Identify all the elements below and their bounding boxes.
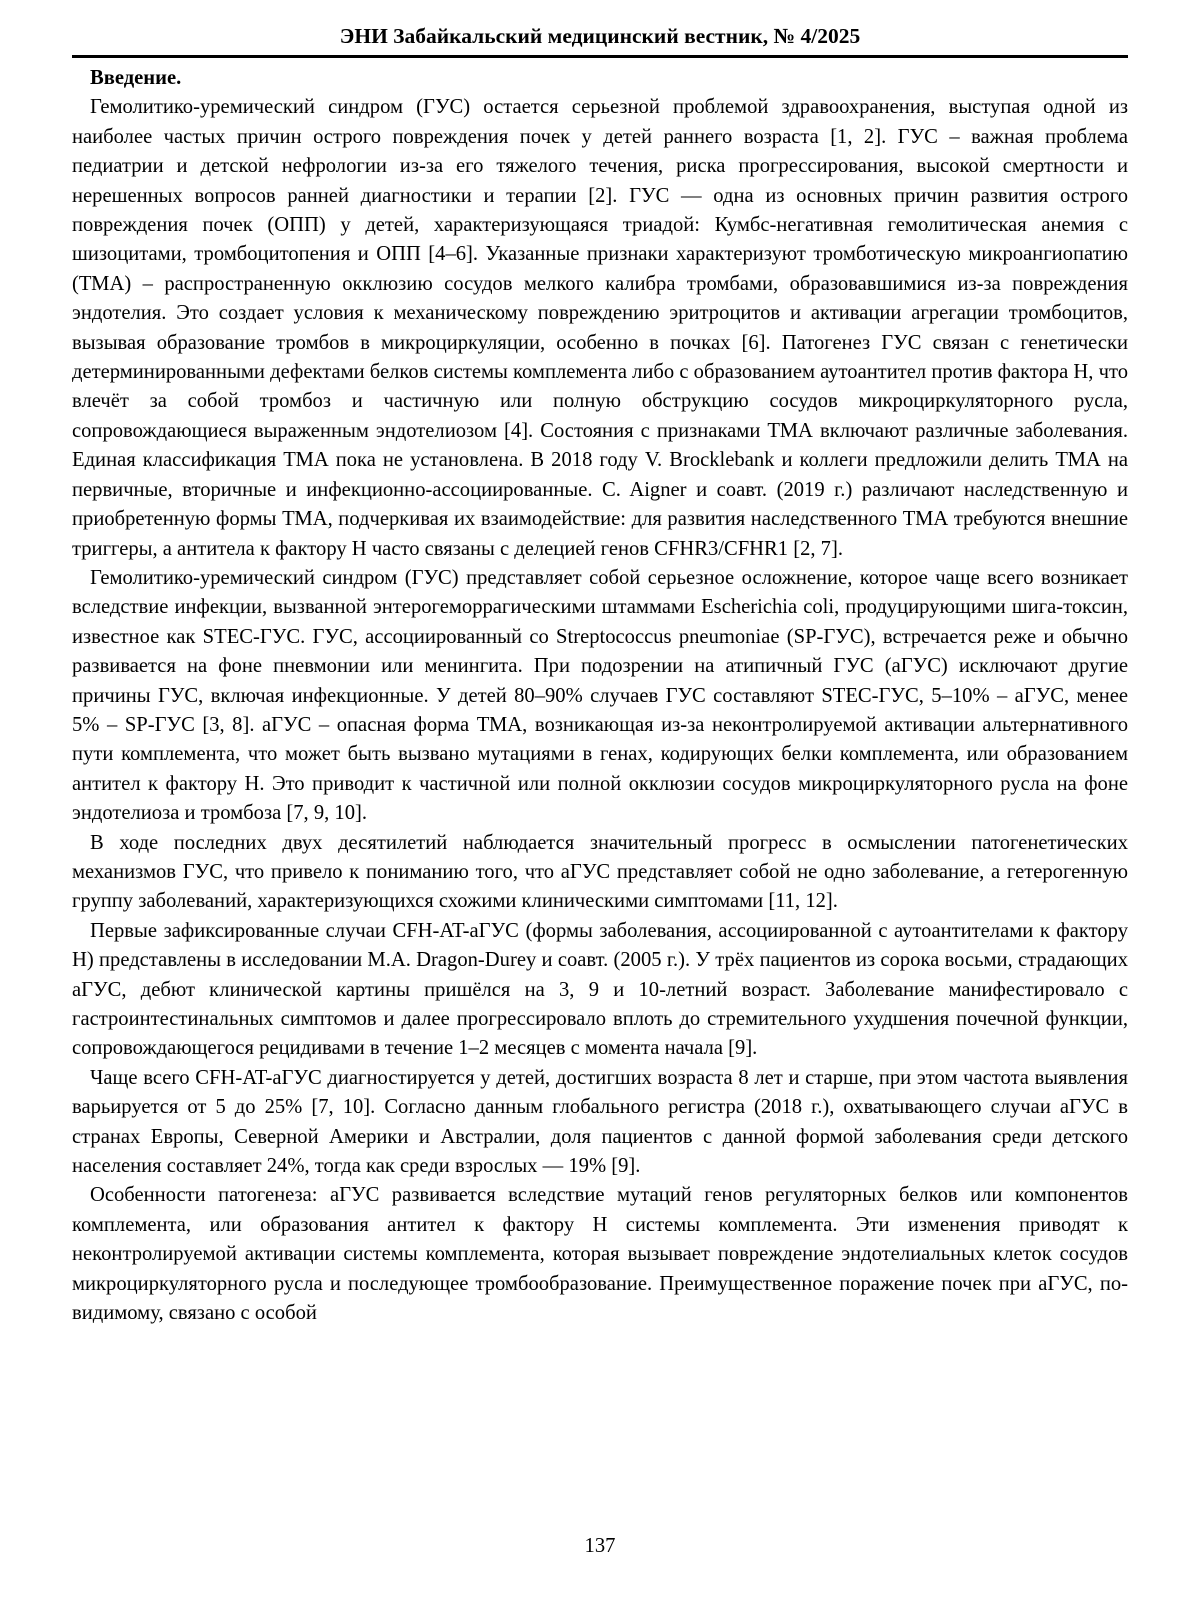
paragraph-3: В ходе последних двух десятилетий наблюдается значительный прогресс в осмыслении патогенетических механизмов ГУС, что привело к пониманию того, что аГУС представляет собой не одно заболевание, а гетерогенную группу заболеваний, характеризующихся схожими клиническими симптомами [11, 12].	[72, 831, 1128, 913]
paragraph-1: Гемолитико-уремический синдром (ГУС) остается серьезной проблемой здравоохранения, выступая одной из наиболее частых причин острого повреждения почек у детей раннего возраста [1, 2]. ГУС – важная проблема педиатрии и детской нефрологии из-за его тяжелого течения, риска прогрессирования, высокой смертности и нерешенных вопросов ранней диагностики и терапии [2]. ГУС — одна из основных причин развития острого повреждения почек (ОПП) у детей, характеризующаяся триадой: Кумбс-негативная гемолитическая анемия с шизоцитами, тромбоцитопения и ОПП [4–6]. Указанные признаки характеризуют тромботическую микроангиопатию (ТМА) – распространенную окклюзию сосудов мелкого калибра тромбами, образовавшимися из-за повреждения эндотелия. Это создает условия к механическому повреждению эритроцитов и активации агрегации тромбоцитов, вызывая образование тромбов в микроциркуляции, особенно в почках [6]. Патогенез ГУС связан с генетически детерминированными дефектами белков системы комплемента либо с образованием аутоантител против фактора H, что влечёт за собой тромбоз и частичную или полную обструкцию сосудов микроциркуляторного русла, сопровождающиеся выраженным эндотелиозом [4]. Состояния с признаками ТМА включают различные заболевания. Единая классификация ТМА пока не установлена. В 2018 году V. Brocklebank и коллеги предложили делить ТМА на первичные, вторичные и инфекционно-ассоциированные. C. Aigner и соавт. (2019 г.) различают наследственную и приобретенную формы ТМА, подчеркивая их взаимодействие: для развития наследственного ТМА требуются внешние триггеры, а антитела к фактору H часто связаны с делецией генов CFHR3/CFHR1 [2, 7].	[72, 96, 1128, 560]
journal-header: ЭНИ Забайкальский медицинский вестник, № 4/2025	[339, 24, 861, 48]
page-number: 137	[584, 1535, 616, 1557]
paragraph-2: Гемолитико-уремический синдром (ГУС) представляет собой серьезное осложнение, которое чаще всего возникает вследствие инфекции, вызванной энтерогеморрагическими штаммами Escherichia coli, продуцирующими шига-токсин, известное как STEC-ГУС. ГУС, ассоциированный со Streptococcus pneumoniae (SP-ГУС), встречается реже и обычно развивается на фоне пневмонии или менингита. При подозрении на атипичный ГУС (аГУС) исключают другие причины ГУС, включая инфекционные. У детей 80–90% случаев ГУС составляют STEC-ГУС, 5–10% – аГУС, менее 5% – SP-ГУС [3, 8]. аГУС – опасная форма ТМА, возникающая из-за неконтролируемой активации альтернативного пути комплемента, что может быть вызвано мутациями в генах, кодирующих белки комплемента, или образованием антител к фактору H. Это приводит к частичной или полной окклюзии сосудов микроциркуляторного русла на фоне эндотелиоза и тромбоза [7, 9, 10].	[72, 566, 1128, 825]
article-body	[72, 64, 1128, 1328]
paragraph-5: Чаще всего CFH-AT-аГУС диагностируется у детей, достигших возраста 8 лет и старше, при этом частота выявления варьируется от 5 до 25% [7, 10]. Согласно данным глобального регистра (2018 г.), охватывающего случаи аГУС в странах Европы, Северной Америки и Австралии, доля пациентов с данной формой заболевания среди детского населения составляет 24%, тогда как среди взрослых — 19% [9].	[72, 1066, 1128, 1178]
paragraph-6: Особенности патогенеза: аГУС развивается вследствие мутаций генов регуляторных белков или компонентов комплемента, или образования антител к фактору H системы комплемента. Эти изменения приводят к неконтролируемой активации системы комплемента, которая вызывает повреждение эндотелиальных клеток сосудов микроциркуляторного русла и последующее тромбообразование. Преимущественное поражение почек при аГУС, по-видимому, связано с особой	[72, 1184, 1128, 1325]
header-divider	[72, 55, 1128, 58]
section-title: Введение.	[90, 67, 182, 89]
paragraph-4: Первые зафиксированные случаи CFH-AT-аГУС (формы заболевания, ассоциированной с аутоантителами к фактору H) представлены в исследовании M.A. Dragon-Durey и соавт. (2005 г.). У трёх пациентов из сорока восьми, страдающих аГУС, дебют клинической картины пришёлся на 3, 9 и 10-летний возраст. Заболевание манифестировало с гастроинтестинальных симптомов и далее прогрессировало вплоть до стремительного ухудшения почечной функции, сопровождающегося рецидивами в течение 1–2 месяцев с момента начала [9].	[72, 919, 1128, 1060]
